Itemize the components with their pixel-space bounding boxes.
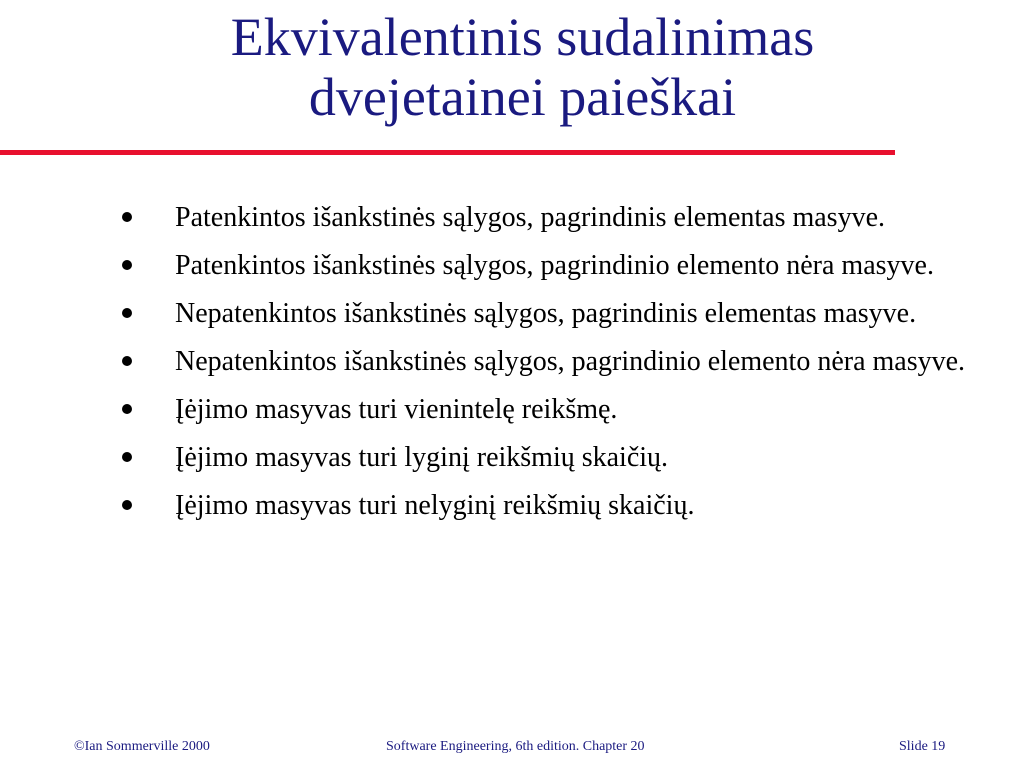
bullet-text: Įėjimo masyvas turi nelyginį reikšmių skaičių.	[175, 490, 695, 521]
bullet-item	[0, 341, 1024, 382]
footer-book-reference: Software Engineering, 6th edition. Chapter 20	[386, 739, 645, 754]
bullet-item	[0, 437, 1024, 478]
bullet-dot-icon	[122, 212, 132, 222]
bullet-dot-icon	[122, 356, 132, 366]
bullet-item	[0, 293, 1024, 334]
bullet-item	[0, 245, 1024, 286]
bullet-dot-icon	[122, 308, 132, 318]
bullet-text: Įėjimo masyvas turi vienintelę reikšmę.	[175, 394, 618, 425]
slide-title-line-1: Ekvivalentinis sudalinimas	[230, 7, 815, 67]
bullet-text: Nepatenkintos išankstinės sąlygos, pagrindinis elementas masyve.	[175, 298, 917, 329]
bullet-item	[0, 389, 1024, 430]
bullet-text: Įėjimo masyvas turi lyginį reikšmių skaičių.	[175, 442, 669, 473]
bullet-text: Patenkintos išankstinės sąlygos, pagrindinis elementas masyve.	[175, 202, 886, 233]
bullet-item	[0, 485, 1024, 526]
bullet-dot-icon	[122, 452, 132, 462]
bullet-text: Patenkintos išankstinės sąlygos, pagrindinio elemento nėra masyve.	[175, 250, 934, 281]
slide-title-line-2: dvejetainei paieškai	[308, 67, 737, 127]
footer-slide-number: Slide 19	[899, 739, 946, 754]
bullet-dot-icon	[122, 500, 132, 510]
footer-copyright: ©Ian Sommerville 2000	[74, 739, 210, 754]
slide-title	[0, 7, 1024, 127]
bullet-dot-icon	[122, 260, 132, 270]
title-underline	[0, 150, 895, 155]
bullet-list	[0, 197, 1024, 533]
bullet-dot-icon	[122, 404, 132, 414]
bullet-item	[0, 197, 1024, 238]
bullet-text: Nepatenkintos išankstinės sąlygos, pagrindinio elemento nėra masyve.	[175, 346, 966, 377]
